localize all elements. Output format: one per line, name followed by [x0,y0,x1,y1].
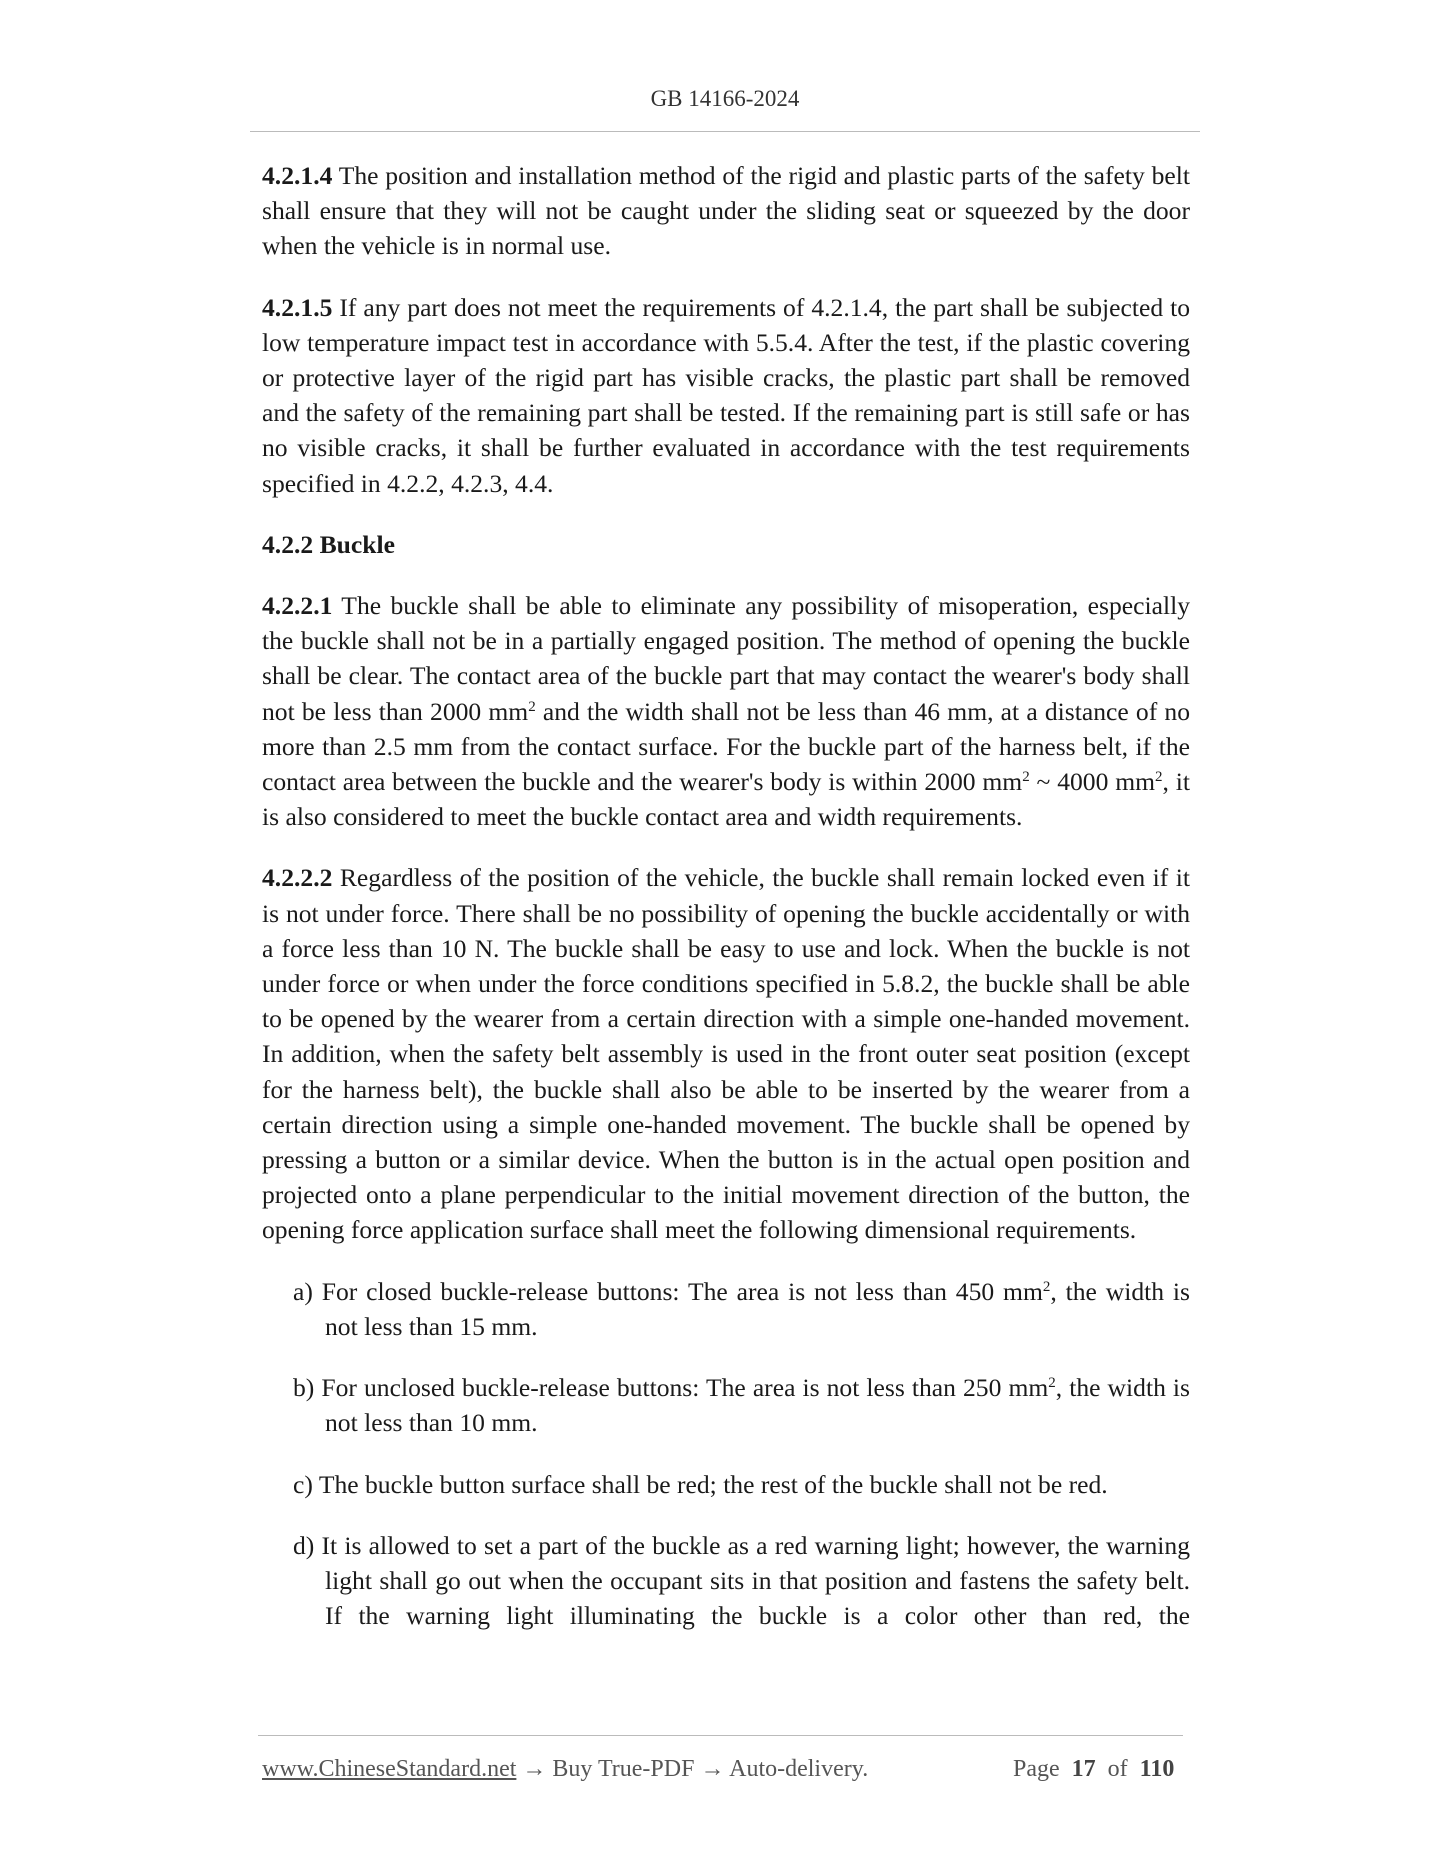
clause-number: 4.2.1.5 [262,292,333,322]
superscript: 2 [1048,1375,1056,1392]
clause-number: 4.2.1.4 [262,161,333,190]
superscript: 2 [1042,1278,1051,1295]
website-link[interactable]: www.ChineseStandard.net [262,1756,517,1782]
clause-4-2-1-4 [262,158,1190,264]
clause-text: The buckle shall be able to eliminate any possibility of misoperation, especially the buckle shall not be in a partially engaged position. The method of opening the buckle shall be clear. The contact area of the buckle part that may contact the wearer's body shall not be less than 2000 mm [262,591,1190,726]
clause-4-2-1-5 [262,290,1190,501]
clause-text: The position and installation method of the rigid and plastic parts of the safety belt shall ensure that they will not be caught under the sliding seat or squeezed by the door when the vehicle is in normal use. [262,161,1190,261]
list-item-c: c) The buckle button surface shall be red; the rest of the buckle shall not be red. [293,1469,1108,1499]
section-heading-buckle: 4.2.2 Buckle [262,529,395,559]
superscript: 2 [1155,769,1163,786]
clause-text: Regardless of the position of the vehicle, the buckle shall remain locked even if it is not under force. There shall be no possibility of opening the buckle accidentally or with a force less than 10 N. The buckle shall be easy to use and lock. When the buckle is not under force or when under the force conditions specified in 5.8.2, the buckle shall be able to be opened by the wearer from a certain direction with a simple one-handed movement. In addition, when the safety belt assembly is used in the front outer seat position (except for the harness belt), the buckle shall also be able to be inserted by the wearer from a certain direction using a simple one-handed movement. The buckle shall be opened by pressing a button or a similar device. When the button is in the actual open position and projected onto a plane perpendicular to the initial movement direction of the button, the opening force application surface shall meet the following dimensional requirements. [262,863,1190,1245]
list-item-d: d) It is allowed to set a part of the buckle as a red warning light; however, the warning light shall go out when the occupant sits in that position and fastens the safety belt. If the warning light illuminating the buckle is a color other than red, the [293,1530,1190,1631]
footer-promo [262,1756,868,1783]
clause-4-2-2-1 [262,588,1190,834]
clause-4-2-2-2 [262,860,1190,1247]
footer-divider [258,1735,1183,1736]
page-header: GB 14166-2024 [650,86,800,111]
document-body [262,158,1190,1633]
superscript: 2 [1022,769,1030,786]
clause-text: , it is also considered to meet the buckle contact area and width requirements. [262,767,1190,832]
clause-text: ~ 4000 mm [1029,767,1156,797]
clause-text: and the width shall not be less than 46 mm, at a distance of no more than 2.5 mm from the contact surface. For the buckle part of the harness belt, if the contact area between the buckle and the wearer's body is within 2000 mm [262,696,1190,797]
clause-text: If any part does not meet the requirements of 4.2.1.4, the part shall be subjected to low temperature impact test in accordance with 5.5.4. After the test, if the plastic covering or protective layer of the rigid part has visible cracks, the plastic part shall be removed and the safety of the remaining part shall be tested. If the remaining part is still safe or has no visible cracks, it shall be further evaluated in accordance with the test requirements specified in 4.2.2, 4.2.3, 4.4. [262,292,1190,498]
superscript: 2 [528,698,536,715]
total-pages: 110 [1139,1756,1175,1782]
footer-tagline: → Buy True-PDF → Auto-delivery. [516,1756,869,1782]
list-item-a: a) For closed buckle-release buttons: The area is not less than 450 $mm^2$, the width is not less than 15 mm. [293,1276,1190,1341]
clause-number: 4.2.2.1 [262,591,333,621]
header-divider [250,131,1200,132]
clause-number: 4.2.2.2 [262,863,333,893]
current-page: 17 [1071,1756,1096,1782]
page-indicator: Page 17 of 110 [1013,1756,1175,1782]
list-item-b: b) For unclosed buckle-release buttons: The area is not less than 250 $mm^2$, the width is not less than 10 mm. [293,1373,1190,1438]
